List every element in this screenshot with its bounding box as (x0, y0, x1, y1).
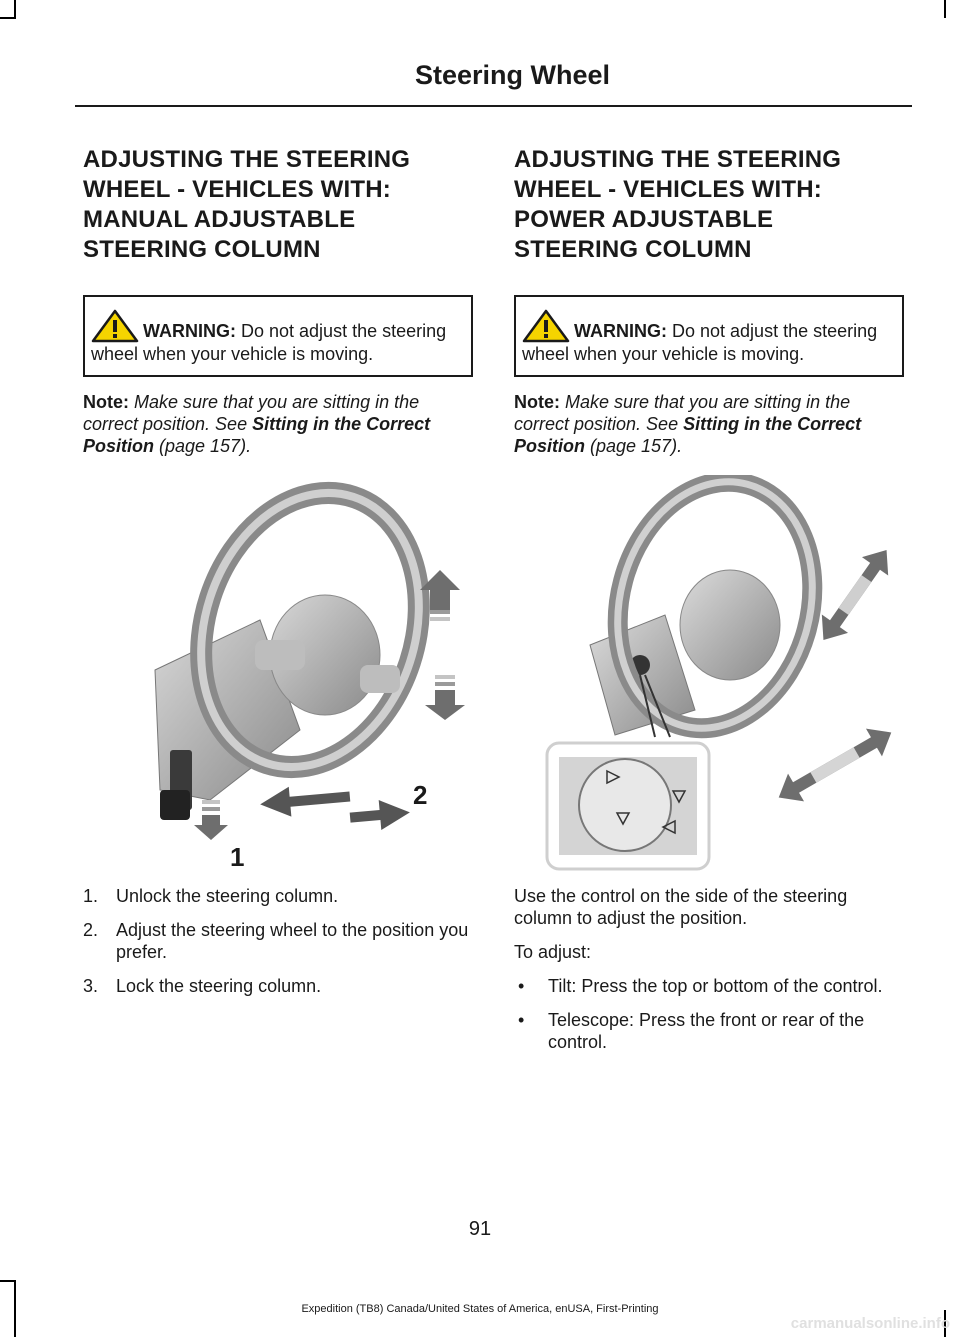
step-number: 3. (83, 976, 99, 996)
crop-mark (14, 0, 16, 18)
bullet-text: Tilt: Press the top or bottom of the control. (548, 976, 883, 996)
power-steering-illustration (545, 475, 910, 875)
crop-mark (944, 0, 946, 18)
title-line: ADJUSTING THE STEERING (83, 146, 411, 173)
power-column-section (514, 145, 904, 457)
note-text: Make sure that you are sitting in the correct position. See (83, 392, 420, 434)
warning-text: Do not adjust the steering wheel when your vehicle is moving. (91, 321, 447, 364)
note-text: Make sure that you are sitting in the correct position. See (514, 392, 851, 434)
title-line: STEERING COLUMN (514, 236, 752, 263)
watermark: carmanualsonline.info (790, 1315, 950, 1332)
header-divider (75, 105, 912, 107)
warning-text: Do not adjust the steering wheel when your vehicle is moving. (522, 321, 878, 364)
step-text: Unlock the steering column. (116, 886, 339, 906)
title-line: WHEEL - VEHICLES WITH: (83, 176, 391, 203)
list-item (83, 975, 473, 997)
figure-label-1: 1 (230, 842, 245, 872)
crop-mark (0, 1280, 16, 1282)
title-line: MANUAL ADJUSTABLE (83, 206, 356, 233)
adjustment-steps (83, 885, 473, 1009)
title-line: ADJUSTING THE STEERING (514, 146, 842, 173)
warning-triangle-icon (91, 309, 139, 343)
manual-column-section (83, 145, 473, 457)
note-page-ref: (page 157). (154, 436, 252, 456)
step-number: 2. (83, 920, 99, 940)
power-steering-figure (545, 475, 910, 875)
adjust-bullet-list (514, 975, 906, 1053)
warning-box (514, 295, 904, 377)
cross-reference-link[interactable]: Sitting in the Correct Position (514, 414, 862, 456)
note-page-ref: (page 157). (585, 436, 683, 456)
note-label: Note: (83, 392, 129, 412)
page-number: 91 (468, 1218, 492, 1240)
note-paragraph (514, 391, 904, 457)
manual-steering-figure (150, 470, 470, 870)
bullet-icon: • (518, 1010, 525, 1030)
note-paragraph (83, 391, 473, 457)
power-adjust-instructions (514, 885, 906, 1065)
bullet-icon: • (518, 976, 525, 996)
section-title-manual (83, 145, 473, 265)
figure-label-2: 2 (413, 780, 428, 810)
warning-label: WARNING: (143, 321, 236, 341)
bullet-text: Telescope: Press the front or rear of the control. (548, 1010, 865, 1052)
step-text: Adjust the steering wheel to the position you prefer. (116, 920, 469, 962)
title-line: POWER ADJUSTABLE (514, 206, 774, 233)
warning-triangle-icon (522, 309, 570, 343)
page-header-title: Steering Wheel (414, 60, 610, 90)
warning-box (83, 295, 473, 377)
crop-mark (0, 17, 16, 19)
list-item (83, 919, 473, 963)
list-item (514, 975, 906, 997)
cross-reference-link[interactable]: Sitting in the Correct Position (83, 414, 431, 456)
warning-label: WARNING: (574, 321, 667, 341)
step-text: Lock the steering column. (116, 976, 322, 996)
to-adjust-label: To adjust: (514, 942, 592, 962)
title-line: WHEEL - VEHICLES WITH: (514, 176, 822, 203)
list-item (514, 1009, 906, 1053)
section-title-power (514, 145, 904, 265)
note-label: Note: (514, 392, 560, 412)
title-line: STEERING COLUMN (83, 236, 321, 263)
step-number: 1. (83, 886, 99, 906)
list-item (83, 885, 473, 907)
footer-text: Expedition (TB8) Canada/United States of America, enUSA, First-Printing (301, 1303, 659, 1315)
intro-paragraph: Use the control on the side of the steering column to adjust the position. (514, 886, 848, 928)
